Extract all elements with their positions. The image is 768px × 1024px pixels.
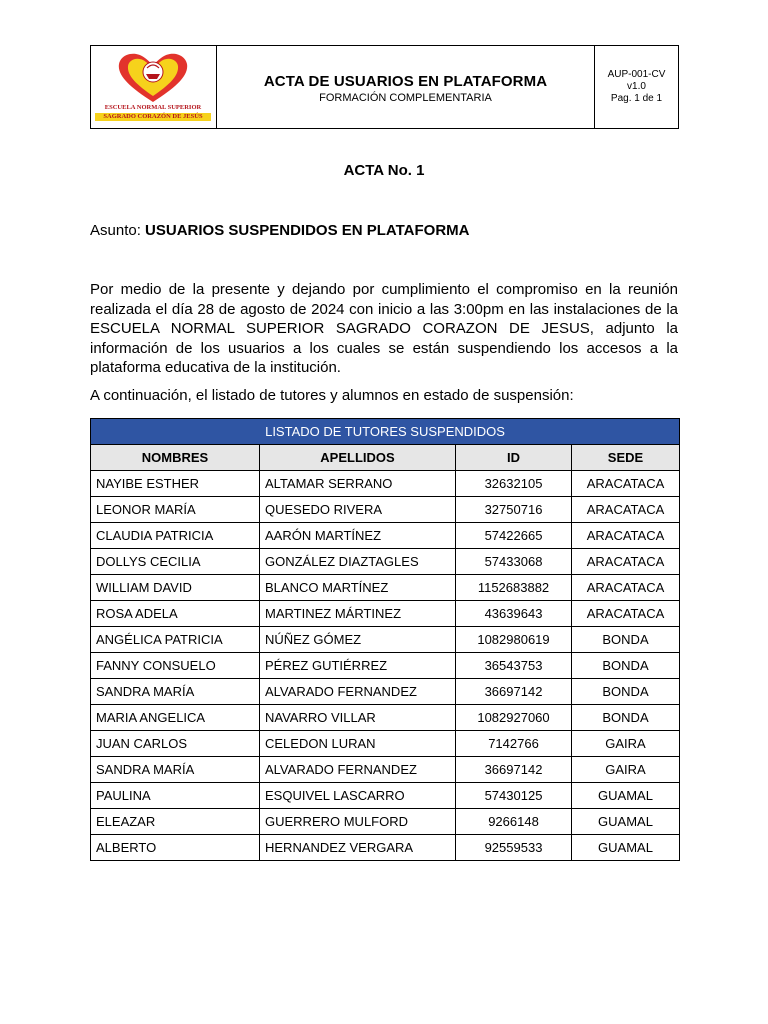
cell-apellidos: ALVARADO FERNANDEZ — [260, 757, 456, 783]
cell-sede: BONDA — [572, 653, 680, 679]
cell-apellidos: ALTAMAR SERRANO — [260, 471, 456, 497]
cell-nombres: ALBERTO — [91, 835, 260, 861]
body-paragraph: Por medio de la presente y dejando por cumplimiento el compromiso en la reunión realizada el día 28 de agosto de 2024 con inicio a las 3:00pm en las instalaciones de la ESCUELA NORMAL SUPERIOR SAGRADO CORAZON DE JESUS, adjunto la información de los usuarios a los cuales se están suspendiendo los accesos a la plataforma educativa de la institución. — [90, 281, 678, 376]
table-row — [91, 601, 680, 627]
cell-sede: ARACATACA — [572, 549, 680, 575]
cell-sede: BONDA — [572, 679, 680, 705]
title-cell — [217, 46, 595, 128]
cell-apellidos: BLANCO MARTÍNEZ — [260, 575, 456, 601]
cell-id: 43639643 — [456, 601, 572, 627]
table-row — [91, 575, 680, 601]
cell-nombres: CLAUDIA PATRICIA — [91, 523, 260, 549]
cell-nombres: NAYIBE ESTHER — [91, 471, 260, 497]
table-row — [91, 627, 680, 653]
table-row — [91, 757, 680, 783]
column-header: SEDE — [572, 445, 680, 471]
cell-id: 9266148 — [456, 809, 572, 835]
cell-apellidos: ALVARADO FERNANDEZ — [260, 679, 456, 705]
table-row — [91, 471, 680, 497]
cell-apellidos: NÚÑEZ GÓMEZ — [260, 627, 456, 653]
cell-sede: ARACATACA — [572, 497, 680, 523]
cell-id: 32750716 — [456, 497, 572, 523]
suspended-tutors-table — [90, 418, 680, 861]
cell-sede: GAIRA — [572, 757, 680, 783]
table-row — [91, 731, 680, 757]
cell-id: 57422665 — [456, 523, 572, 549]
cell-apellidos: AARÓN MARTÍNEZ — [260, 523, 456, 549]
cell-nombres: LEONOR MARÍA — [91, 497, 260, 523]
cell-sede: ARACATACA — [572, 575, 680, 601]
cell-apellidos: NAVARRO VILLAR — [260, 705, 456, 731]
cell-id: 92559533 — [456, 835, 572, 861]
cell-nombres: DOLLYS CECILIA — [91, 549, 260, 575]
cell-id: 36697142 — [456, 757, 572, 783]
cell-sede: GUAMAL — [572, 835, 680, 861]
table-title: LISTADO DE TUTORES SUSPENDIDOS — [91, 419, 680, 445]
document-header — [90, 45, 679, 129]
cell-id: 7142766 — [456, 731, 572, 757]
cell-sede: ARACATACA — [572, 601, 680, 627]
cell-id: 1082980619 — [456, 627, 572, 653]
document-code: AUP-001-CV — [607, 69, 666, 80]
intro-line: A continuación, el listado de tutores y alumnos en estado de suspensión: — [90, 387, 574, 404]
column-header: APELLIDOS — [260, 445, 456, 471]
cell-apellidos: HERNANDEZ VERGARA — [260, 835, 456, 861]
cell-id: 36697142 — [456, 679, 572, 705]
code-cell — [595, 46, 678, 128]
column-header: NOMBRES — [91, 445, 260, 471]
cell-id: 1152683882 — [456, 575, 572, 601]
asunto-value: USUARIOS SUSPENDIDOS EN PLATAFORMA — [145, 222, 470, 239]
table-row — [91, 523, 680, 549]
asunto-label: Asunto: — [90, 222, 141, 239]
cell-sede: ARACATACA — [572, 471, 680, 497]
table-row — [91, 809, 680, 835]
table-row — [91, 705, 680, 731]
cell-id: 57430125 — [456, 783, 572, 809]
cell-nombres: MARIA ANGELICA — [91, 705, 260, 731]
page-number: Pag. 1 de 1 — [610, 93, 663, 104]
cell-sede: GUAMAL — [572, 783, 680, 809]
document-version: v1.0 — [627, 81, 646, 92]
table-row — [91, 835, 680, 861]
cell-id: 36543753 — [456, 653, 572, 679]
table-row — [91, 653, 680, 679]
cell-sede: GAIRA — [572, 731, 680, 757]
cell-nombres: JUAN CARLOS — [91, 731, 260, 757]
table-row — [91, 783, 680, 809]
asunto-line — [90, 222, 470, 239]
cell-sede: BONDA — [572, 627, 680, 653]
document-title: ACTA DE USUARIOS EN PLATAFORMA — [263, 72, 548, 90]
cell-id: 1082927060 — [456, 705, 572, 731]
cell-apellidos: PÉREZ GUTIÉRREZ — [260, 653, 456, 679]
cell-sede: GUAMAL — [572, 809, 680, 835]
cell-apellidos: GUERRERO MULFORD — [260, 809, 456, 835]
cell-nombres: ROSA ADELA — [91, 601, 260, 627]
cell-nombres: SANDRA MARÍA — [91, 679, 260, 705]
cell-sede: ARACATACA — [572, 523, 680, 549]
document-subtitle: FORMACIÓN COMPLEMENTARIA — [319, 91, 492, 104]
logo-line1: ESCUELA NORMAL SUPERIOR — [104, 104, 202, 111]
table-row — [91, 679, 680, 705]
table-row — [91, 549, 680, 575]
cell-id: 32632105 — [456, 471, 572, 497]
logo-line2: SAGRADO CORAZÓN DE JESÚS — [95, 113, 211, 121]
cell-nombres: SANDRA MARÍA — [91, 757, 260, 783]
cell-apellidos: GONZÁLEZ DIAZTAGLES — [260, 549, 456, 575]
cell-nombres: FANNY CONSUELO — [91, 653, 260, 679]
cell-apellidos: ESQUIVEL LASCARRO — [260, 783, 456, 809]
column-header: ID — [456, 445, 572, 471]
cell-nombres: ANGÉLICA PATRICIA — [91, 627, 260, 653]
cell-sede: BONDA — [572, 705, 680, 731]
acta-number: ACTA No. 1 — [343, 162, 425, 179]
cell-apellidos: CELEDON LURAN — [260, 731, 456, 757]
logo-cell — [91, 46, 217, 128]
cell-nombres: PAULINA — [91, 783, 260, 809]
table-row — [91, 497, 680, 523]
cell-apellidos: QUESEDO RIVERA — [260, 497, 456, 523]
cell-apellidos: MARTINEZ MÁRTINEZ — [260, 601, 456, 627]
cell-id: 57433068 — [456, 549, 572, 575]
cell-nombres: ELEAZAR — [91, 809, 260, 835]
cell-nombres: WILLIAM DAVID — [91, 575, 260, 601]
